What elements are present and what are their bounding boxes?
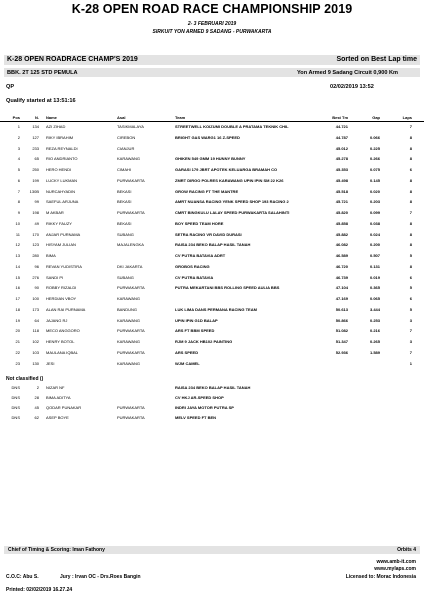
- cell-team: ZMRT DIRGO POLRES KARAWANG UPIN IPIN SM 22 K26: [175, 177, 284, 183]
- class-band: [4, 68, 420, 77]
- cell-team: GROW RACING FT THE MANTRE: [175, 188, 239, 194]
- cell-asal: SUBANG: [117, 231, 134, 237]
- licensed-to: Licensed to: Morac Indonesia: [345, 574, 416, 580]
- cell-no: 170: [32, 231, 39, 237]
- cell-asal: MAJALENGKA: [117, 242, 144, 248]
- cell-gap: 0.365: [369, 285, 380, 291]
- cell-name: HERO HENDI: [46, 167, 72, 172]
- cell-no: 250: [32, 167, 39, 172]
- cell-team: PUTRA MEKARTANI BBS ROLLING SPEED AULIA BBS: [175, 285, 280, 291]
- cell-asal: BEKASI: [117, 220, 132, 226]
- cell-no: 130: [32, 360, 39, 366]
- cell-asal: BEKASI: [117, 188, 132, 194]
- session-start: Qualify started at 13:51:16: [6, 98, 76, 104]
- cell-team: BOY SPEED TEAM HORE: [175, 220, 224, 226]
- url-mylaps: www.mylaps.com: [374, 566, 416, 572]
- url-amb: www.amb-it.com: [376, 559, 416, 565]
- table-row: [0, 242, 424, 248]
- cell-name: ANJAR PURNAMA: [46, 231, 81, 237]
- cell-best: 44.787: [335, 134, 348, 140]
- cell-gap: 0.099: [369, 210, 380, 215]
- cell-pos: 22: [15, 349, 20, 355]
- cell-name: LUCKY LUKMAN: [46, 177, 78, 183]
- class-name: BBK. 2T 125 STD PEMULA: [7, 69, 78, 76]
- cell-name: RIKY IBRAHIM: [46, 134, 74, 140]
- cell-pos: 5: [17, 167, 20, 172]
- cell-laps: 8: [409, 145, 412, 151]
- cell-gap: 0.216: [369, 328, 380, 334]
- cell-gap: 0.225: [369, 145, 380, 151]
- cell-gap: 0.200: [369, 242, 380, 248]
- table-row: [0, 146, 424, 152]
- cell-best: 45.353: [335, 167, 348, 172]
- cell-no: 199: [32, 177, 39, 183]
- cell-name: REVAN YUDISTIRA: [46, 263, 82, 269]
- cell-laps: 8: [409, 263, 412, 269]
- table-row: [0, 328, 424, 334]
- championship-band: [4, 55, 420, 65]
- circuit-name: Yon Armed 9 Sadang Circuit 0,900 Km: [296, 69, 398, 76]
- cell-team: GARASI 179 JBRT APOTEK KELUARGA BRAMAH CO: [175, 167, 278, 172]
- cell-gap: 0.024: [369, 231, 380, 237]
- cell-pos: 14: [15, 263, 20, 269]
- cell-laps: 7: [409, 349, 412, 355]
- cell-no: 102: [32, 339, 39, 344]
- cell-laps: 8: [409, 177, 412, 183]
- cell-name: ASEP BOYE: [46, 415, 69, 420]
- table-row: [0, 405, 424, 411]
- cell-asal: KARAWANG: [117, 296, 141, 301]
- cell-no: 2: [36, 385, 39, 390]
- cell-gap: 0.075: [369, 167, 380, 172]
- col-pos: Pos: [12, 115, 20, 120]
- cell-asal: PURWAKARTA: [117, 328, 145, 334]
- table-row: [0, 156, 424, 162]
- table-row: [0, 385, 424, 391]
- cell-name: JESI: [46, 360, 55, 366]
- cell-best: 45.820: [335, 210, 348, 215]
- cell-team: CV HKJ AR-SPEED SHOP: [175, 395, 224, 400]
- results-header: [0, 115, 424, 122]
- cell-name: AZI ZIHAD: [46, 124, 66, 129]
- cell-name: M AKBAR: [46, 210, 64, 215]
- footer-band: [4, 546, 420, 554]
- cell-best: 45.012: [335, 145, 348, 151]
- cell-gap: 0.507: [369, 253, 380, 258]
- cell-name: MECO ANGGORO: [46, 328, 80, 334]
- cell-team: GHIKEN 549 GMM 19 HUNNY BUNNY: [175, 156, 246, 162]
- cell-pos: 19: [15, 317, 20, 323]
- table-row: [0, 285, 424, 291]
- table-row: [0, 178, 424, 184]
- cell-gap: 0.065: [369, 296, 380, 301]
- cell-pos: 2: [17, 134, 20, 140]
- cell-name: BIMA: [46, 253, 56, 258]
- cell-gap: 0.266: [369, 156, 380, 162]
- cell-best: 44.721: [335, 124, 348, 129]
- cell-asal: PURWAKARTA: [117, 285, 145, 291]
- cell-pos: 23: [15, 360, 20, 366]
- cell-name: BIMA ADITYA: [46, 395, 71, 400]
- cell-asal: KARAWANG: [117, 317, 141, 323]
- cell-pos: 1: [17, 124, 20, 129]
- cell-asal: BEKASI: [117, 199, 132, 205]
- cell-team: RAISA 234 BEKO BALAP HASIL TANAH: [175, 385, 251, 390]
- cell-gap: 3.444: [369, 306, 380, 312]
- cell-pos: 21: [15, 339, 20, 344]
- cell-laps: 8: [409, 134, 412, 140]
- cell-name: NIZAR NF: [46, 385, 65, 390]
- cell-pos: DNS: [11, 415, 20, 420]
- col-name: Name: [46, 115, 57, 120]
- cell-no: 49: [34, 220, 39, 226]
- cell-no: 90: [34, 285, 39, 291]
- cell-gap: 0.145: [369, 177, 380, 183]
- cell-gap: 1.589: [369, 349, 380, 355]
- cell-best: 47.104: [335, 285, 348, 291]
- col-team: Team: [175, 115, 186, 120]
- cell-pos: DNS: [11, 405, 20, 410]
- cell-pos: 10: [15, 220, 20, 226]
- cell-gap: 0.020: [369, 188, 380, 194]
- cell-no: 99: [34, 199, 39, 205]
- cell-pos: 4: [17, 156, 20, 162]
- chief-timing: Chief of Timing & Scoring: Iman Fathony: [8, 547, 105, 553]
- cell-name: HENRY BOTOL: [46, 339, 75, 344]
- cell-laps: 5: [409, 306, 412, 312]
- cell-no: 134: [32, 124, 39, 129]
- cell-asal: CIMAHI: [117, 167, 131, 172]
- cell-team: GROBOS RACING: [175, 263, 210, 269]
- cell-team: CV PUTRA BATAVIA ADRT: [175, 253, 226, 258]
- cell-name: HISYAM JULIAN: [46, 242, 76, 248]
- cell-laps: 6: [409, 167, 412, 172]
- cell-pos: 6: [17, 177, 20, 183]
- cell-asal: PURWAKARTA: [117, 349, 145, 355]
- cell-name: MAULANA IQBAL: [46, 349, 79, 355]
- session-datetime: 02/02/2019 13:52: [330, 84, 374, 90]
- cell-pos: 20: [15, 328, 20, 334]
- table-row: [0, 264, 424, 270]
- cell-name: JAJANG RJ: [46, 317, 68, 323]
- cell-laps: 5: [409, 253, 412, 258]
- cell-laps: 8: [409, 199, 412, 205]
- cell-no: 123: [32, 242, 39, 248]
- cell-asal: PURWAKARTA: [117, 415, 145, 420]
- cell-team: RJM 9 JACK HB102 PAINTING: [175, 339, 233, 344]
- cell-laps: 8: [409, 220, 412, 226]
- table-row: [0, 350, 424, 356]
- col-gap: Gap: [372, 115, 380, 120]
- cell-team: RAISA 234 BEKO BALAP HASIL TANAH: [175, 242, 251, 248]
- cell-no: 276: [32, 274, 39, 280]
- cell-gap: 0.019: [369, 274, 380, 280]
- table-row: [0, 135, 424, 141]
- cell-team: MELV SPEED FT BEN: [175, 415, 217, 420]
- table-row: [0, 221, 424, 227]
- cell-name: RIO ANDRIANTO: [46, 156, 78, 162]
- cell-best: 45.518: [335, 188, 348, 194]
- cell-team: SETRA RACING VR DAVID DURASI: [175, 231, 242, 237]
- cell-best: 45.278: [335, 156, 348, 162]
- cell-no: 198: [32, 210, 39, 215]
- cell-asal: DKI JAKARTA: [117, 263, 143, 269]
- cell-team: AMRT NUANSA RACING YENK SPEED SHOP 193 RACING 2: [175, 199, 289, 205]
- cell-team: INDRI JAYA MOTOR PUTRA SP: [175, 405, 234, 410]
- cell-pos: 17: [15, 296, 20, 301]
- printed-timestamp: Printed: 02/02/2019 16.27.24: [6, 587, 73, 593]
- cell-laps: 3: [409, 339, 412, 344]
- cell-asal: CIREBON: [117, 134, 136, 140]
- cell-best: 45.882: [335, 231, 348, 237]
- cell-gap: 0.253: [369, 317, 380, 323]
- table-row: [0, 124, 424, 130]
- col-laps: Laps: [402, 115, 412, 120]
- cell-asal: KARAWANG: [117, 339, 141, 344]
- cell-no: 103: [32, 349, 39, 355]
- col-best: Best Tm: [332, 115, 348, 120]
- cell-asal: PURWAKARTA: [117, 177, 145, 183]
- cell-asal: KARAWANG: [117, 360, 141, 366]
- table-row: [0, 296, 424, 302]
- cell-asal: BANDUNG: [117, 306, 138, 312]
- table-row: [0, 318, 424, 324]
- cell-name: SAEFUL ARJUNA: [46, 199, 79, 205]
- table-row: [0, 275, 424, 281]
- cell-no: 96: [34, 263, 39, 269]
- table-row: [0, 361, 424, 367]
- cell-best: 45.721: [335, 199, 348, 205]
- event-date: 2- 3 FEBRUARI 2019: [187, 21, 237, 27]
- session-name: QP: [6, 84, 15, 90]
- cell-no: 127: [32, 134, 39, 140]
- cell-pos: 7: [17, 188, 20, 194]
- cell-asal: CIANJUR: [117, 145, 135, 151]
- cell-name: RIKKY FAUZY: [46, 220, 72, 226]
- cell-no: 100: [32, 296, 39, 301]
- cell-pos: 11: [15, 231, 20, 237]
- cell-laps: 7: [409, 210, 412, 215]
- table-row: [0, 395, 424, 401]
- cell-pos: 12: [15, 242, 20, 248]
- championship-name: K-28 OPEN ROADRACE CHAMP'S 2019: [7, 56, 138, 63]
- cell-pos: DNS: [11, 385, 20, 390]
- cell-team: CV PUTRA BATAVIA: [175, 274, 214, 280]
- cell-name: REZA REYNALDI: [46, 145, 78, 151]
- cell-name: ROBBY RIZALDI: [46, 285, 77, 291]
- cell-no: 28: [34, 395, 39, 400]
- table-row: [0, 199, 424, 205]
- cell-name: NURCAHYADIN: [46, 188, 76, 194]
- cell-no: 62: [34, 415, 39, 420]
- cell-team: LUK LIMA DANS PERMANA RACING TEAM: [175, 306, 257, 312]
- cell-laps: 6: [409, 296, 412, 301]
- cell-best: 50.613: [335, 306, 348, 312]
- table-row: [0, 339, 424, 345]
- cell-laps: 8: [409, 231, 412, 237]
- cell-team: CMRT BINGKULU LALAY SPEED PURWAKARTA SALAHINTI: [175, 210, 290, 215]
- cell-no: 118: [32, 328, 39, 334]
- cell-best: 47.169: [335, 296, 348, 301]
- cell-gap: 0.131: [369, 263, 380, 269]
- cell-asal: TASIKMALAYA: [117, 124, 144, 129]
- table-row: [0, 210, 424, 216]
- not-classified-label: Not classified (): [6, 376, 44, 382]
- cell-gap: 0.066: [369, 134, 380, 140]
- cell-pos: 8: [17, 199, 20, 205]
- cell-name: HERDIAN VBOY: [46, 296, 77, 301]
- cell-team: ARS FT BBM SPEED: [175, 328, 215, 334]
- cell-best: 46.589: [335, 253, 348, 258]
- cell-team: BRIGHT GAS WARG1 16 Z-SPEED: [175, 134, 240, 140]
- table-row: [0, 167, 424, 173]
- cell-no: 45: [34, 405, 39, 410]
- cell-best: 50.866: [335, 317, 348, 323]
- cell-best: 52.936: [335, 349, 348, 355]
- cell-laps: 7: [409, 328, 412, 334]
- table-row: [0, 415, 424, 421]
- table-row: [0, 253, 424, 259]
- cell-pos: DNS: [11, 395, 20, 400]
- cell-no: 65: [34, 156, 39, 162]
- cell-team: WJM CAMEL: [175, 360, 200, 366]
- jury: Jury : Irvan OC - Drs.Roes Bangin: [60, 574, 141, 580]
- cell-laps: 1: [409, 360, 412, 366]
- cell-pos: 15: [15, 274, 20, 280]
- cell-team: UPIN IPIN G1D BALAP: [175, 317, 218, 323]
- cell-best: 45.498: [335, 177, 348, 183]
- cell-best: 51.082: [335, 328, 348, 334]
- cell-pos: 18: [15, 306, 20, 312]
- cell-laps: 7: [409, 124, 412, 129]
- cell-asal: KARAWANG: [117, 156, 141, 162]
- cell-laps: 3: [409, 317, 412, 323]
- cell-no: 280: [32, 253, 39, 258]
- cell-best: 45.858: [335, 220, 348, 226]
- table-row: [0, 189, 424, 195]
- cell-no: 173: [32, 306, 39, 312]
- cell-pos: 16: [15, 285, 20, 291]
- cell-laps: 5: [409, 285, 412, 291]
- cell-best: 46.082: [335, 242, 348, 248]
- cell-laps: 8: [409, 188, 412, 194]
- cell-team: ARS SPEED: [175, 349, 199, 355]
- col-no: N.: [35, 115, 39, 120]
- cell-best: 46.720: [335, 263, 348, 269]
- table-row: [0, 307, 424, 313]
- cell-name: QODAR PUNAKAR: [46, 405, 82, 410]
- sort-label: Sorted on Best Lap time: [336, 56, 417, 63]
- cell-gap: 0.203: [369, 199, 380, 205]
- page-title: K-28 OPEN ROAD RACE CHAMPIONSHIP 2019: [71, 2, 353, 16]
- event-venue: SIRKUIT YON ARMED 9 SADANG - PURWAKARTA: [152, 29, 272, 35]
- cell-asal: PURWAKARTA: [117, 405, 145, 410]
- cell-gap: 0.038: [369, 220, 380, 226]
- cell-gap: 0.265: [369, 339, 380, 344]
- cell-best: 46.739: [335, 274, 348, 280]
- cell-name: SANDI PI: [46, 274, 64, 280]
- cell-asal: PURWAKARTA: [117, 210, 145, 215]
- clerk-of-course: C.O.C: Abu S.: [6, 574, 39, 580]
- cell-asal: SUBANG: [117, 274, 134, 280]
- cell-laps: 8: [409, 156, 412, 162]
- col-asal: Asal: [117, 115, 126, 120]
- cell-no: 64: [34, 317, 39, 323]
- cell-pos: 13: [15, 253, 20, 258]
- cell-laps: 6: [409, 274, 412, 280]
- cell-pos: 9: [17, 210, 20, 215]
- cell-pos: 3: [17, 145, 20, 151]
- table-row: [0, 232, 424, 238]
- orbits-version: Orbits 4: [397, 547, 416, 553]
- cell-name: ALAN RAI PURNAMA: [46, 306, 86, 312]
- cell-team: STREETWELL KOIZUMI DOUBLE A PRATAMA TEKNIK CHIL: [175, 124, 289, 129]
- cell-no: 233: [32, 145, 39, 151]
- cell-laps: 8: [409, 242, 412, 248]
- cell-best: 51.347: [335, 339, 348, 344]
- cell-no: 130B: [29, 188, 39, 194]
